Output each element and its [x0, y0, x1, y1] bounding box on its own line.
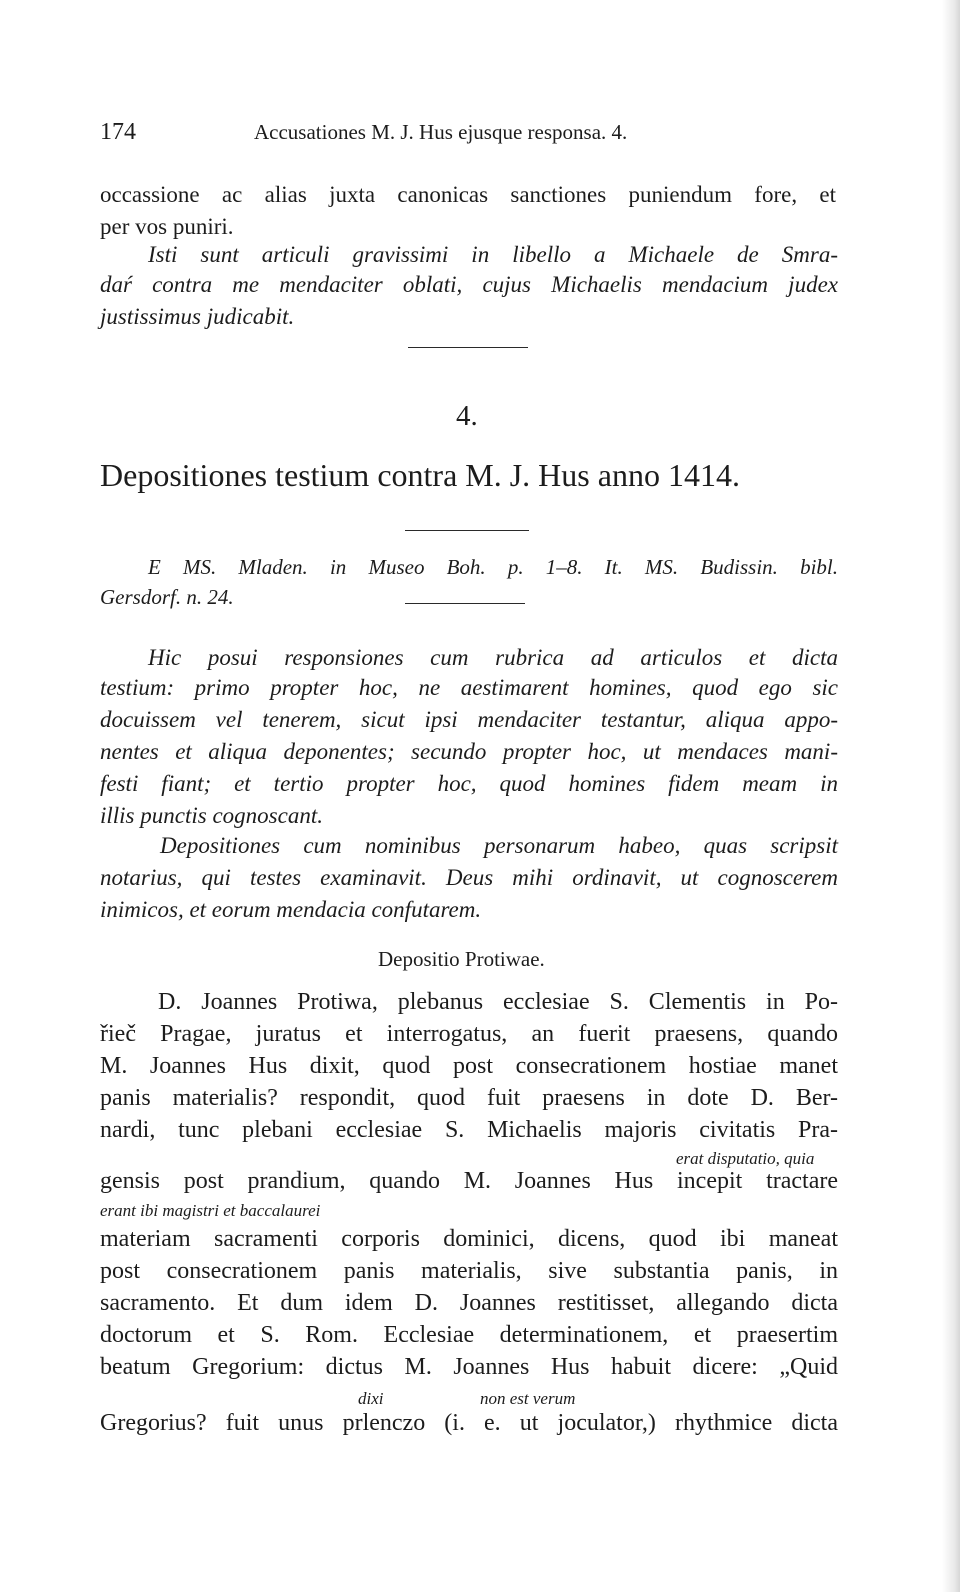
deposition-line: řieč Pragae, juratus et interrogatus, an fuerit praesens, quando: [100, 1021, 838, 1047]
deposition-line: sacramento. Et dum idem D. Joannes restitisset, allegando dicta: [100, 1290, 838, 1316]
interlinear-gloss: dixi: [358, 1389, 384, 1408]
section-title: Depositiones testium contra M. J. Hus anno 1414.: [100, 457, 740, 493]
deposition-line: beatum Gregorium: dictus M. Joannes Hus habuit dicere: „Quid: [100, 1354, 838, 1380]
source-line: E MS. Mladen. in Museo Boh. p. 1–8. It. MS. Budissin. bibl.: [148, 555, 838, 579]
interlinear-gloss: erat disputatio, quia: [676, 1149, 815, 1168]
separator-rule: [405, 603, 525, 604]
preface-line: docuissem vel tenerem, sicut ipsi mendaciter testantur, aliqua appo-: [100, 707, 838, 732]
page-number: 174: [100, 119, 136, 145]
intro-italic-line: justissimus judicabit.: [100, 304, 295, 329]
deposition-line: Gregorius? fuit unus prlenczo (i. e. ut joculator,) rhythmice dicta: [100, 1410, 838, 1436]
separator-rule: [405, 530, 529, 531]
deposition-line: materiam sacramenti corporis dominici, dicens, quod ibi maneat: [100, 1226, 838, 1252]
section-number: 4.: [456, 400, 478, 432]
preface-line: notarius, qui testes examinavit. Deus mihi ordinavit, ut cognoscerem: [100, 865, 838, 890]
deposition-line: panis materialis? respondit, quod fuit praesens in dote D. Ber-: [100, 1085, 838, 1111]
intro-line: per vos puniri.: [100, 214, 234, 239]
intro-italic-line: daŕ contra me mendaciter oblati, cujus Michaelis mendacium judex: [100, 272, 838, 297]
interlinear-gloss: erant ibi magistri et baccalaurei: [100, 1201, 321, 1220]
preface-line: testium: primo propter hoc, ne aestimarent homines, quod ego sic: [100, 675, 838, 700]
preface-line: festi fiant; et tertio propter hoc, quod homines fidem meam in: [100, 771, 838, 796]
preface-line: Depositiones cum nominibus personarum habeo, quas scripsit: [160, 833, 838, 858]
interlinear-gloss: non est verum: [480, 1389, 576, 1408]
deposition-line: doctorum et S. Rom. Ecclesiae determinationem, et praesertim: [100, 1322, 838, 1348]
separator-rule: [408, 347, 528, 348]
deposition-line: nardi, tunc plebani ecclesiae S. Michaelis majoris civitatis Pra-: [100, 1117, 838, 1143]
preface-line: illis punctis cognoscant.: [100, 803, 323, 828]
intro-italic-line: Isti sunt articuli gravissimi in libello a Michaele de Smra-: [148, 242, 838, 267]
preface-line: nentes et aliqua deponentes; secundo propter hoc, ut mendaces mani-: [100, 739, 838, 764]
running-title: Accusationes M. J. Hus ejusque responsa. 4.: [254, 120, 628, 144]
deposition-line: D. Joannes Protiwa, plebanus ecclesiae S. Clementis in Po-: [158, 989, 838, 1015]
preface-line: inimicos, et eorum mendacia confutarem.: [100, 897, 482, 922]
deposition-line: M. Joannes Hus dixit, quod post consecrationem hostiae manet: [100, 1053, 838, 1079]
intro-line: occassione ac alias juxta canonicas sanctiones puniendum fore, et: [100, 182, 836, 207]
deposition-heading: Depositio Protiwae.: [378, 947, 545, 971]
source-line: Gersdorf. n. 24.: [100, 585, 234, 609]
deposition-line: gensis post prandium, quando M. Joannes Hus incepit tractare: [100, 1168, 838, 1194]
preface-line: Hic posui responsiones cum rubrica ad articulos et dicta: [148, 645, 838, 670]
deposition-line: post consecrationem panis materialis, sive substantia panis, in: [100, 1258, 838, 1284]
